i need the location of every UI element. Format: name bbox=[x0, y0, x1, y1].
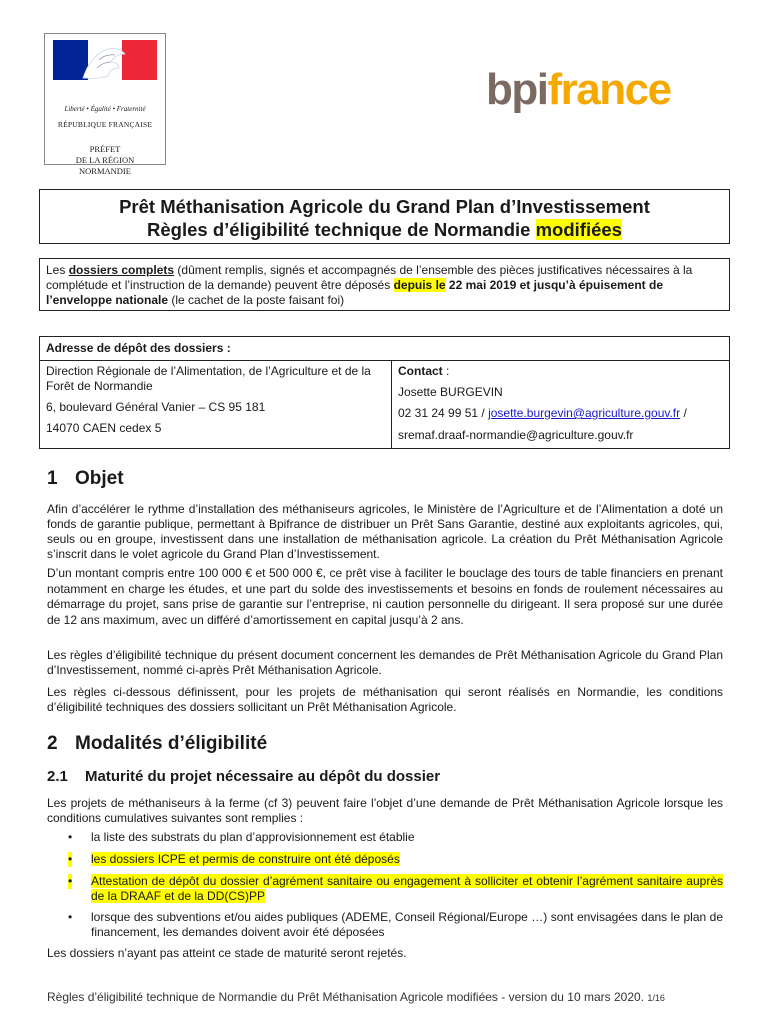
contact-cell: Contact : Josette BURGEVIN 02 31 24 99 51 / josette.burgevin@agriculture.gouv.fr / sremaf.draaf-normandie@agriculture.gouv.fr bbox=[392, 361, 729, 448]
bullet-icon: • bbox=[68, 830, 73, 844]
bullet-icon: • bbox=[68, 910, 73, 924]
org-name: Direction Régionale de l’Alimentation, de l’Agriculture et de la Forêt de Normandie bbox=[46, 364, 371, 393]
conditions-list: • la liste des substrats du plan d’approvisionnement est établie • les dossiers ICPE et permis de construire ont été déposés • Attestation de dépôt du dossier d’agrément sanitaire ou engagement à solliciter et obtenir l’agrément sanitaire auprès de la DRAAF et de la DD(CS)PP • lorsque des subventions et/ou aides publiques (ADEME, Conseil Régional/Europe …) sont envisagées dans le plan de financement, les demandes doivent avoir été déposées bbox=[68, 830, 723, 939]
marianne-flag-icon bbox=[53, 40, 157, 80]
section-1-p1: Afin d’accélérer le rythme d’installation des méthaniseurs agricoles, le Ministère de l’Agriculture et de l’Alimentation a doté un fonds de garantie publique, permettant à Bpifrance de distribuer un Prêt Sans Garantie, destiné aux exploitants agricoles, qui, seuls ou en groupe, investissent dans une installation de méthanisation agricole. La création du Prêt Méthanisation Agricole s’inscrit dans le volet agricole du Grand Plan d’Investissement. bbox=[47, 502, 723, 561]
address-cell bbox=[40, 361, 392, 448]
address-table bbox=[39, 336, 730, 449]
motto: Liberté • Égalité • Fraternité bbox=[64, 105, 146, 113]
section-1-p4: Les règles ci-dessous définissent, pour les projets de méthanisation qui seront réalisés en Normandie, les conditions d’éligibilité techniques des dossiers sollicitant un Prêt Méthanisation Agricole. bbox=[47, 685, 723, 714]
phone: 02 31 24 99 51 / bbox=[398, 406, 489, 420]
section-2-1-heading: 2.1 Maturité du projet nécessaire au dépôt du dossier bbox=[47, 768, 441, 785]
highlight-modifiees: modifiées bbox=[535, 219, 622, 240]
street: 6, boulevard Général Vanier – CS 95 181 bbox=[46, 400, 266, 414]
bullet-icon: • bbox=[68, 874, 73, 888]
section-1-heading: 1 Objet bbox=[47, 468, 124, 489]
email2: sremaf.draaf-normandie@agriculture.gouv.fr bbox=[398, 428, 634, 442]
section-2-1-outro: Les dossiers n’ayant pas atteint ce stade de maturité seront rejetés. bbox=[47, 946, 407, 960]
section-1-p3: Les règles d’éligibilité technique du présent document concernent les demandes de Prêt Méthanisation Agricole du Grand Plan d’Investissement, nommé ci-après Prêt Méthanisation Agricole. bbox=[47, 648, 723, 677]
section-2-heading: 2 Modalités d’éligibilité bbox=[47, 733, 268, 754]
address-header: Adresse de dépôt des dossiers : bbox=[40, 337, 729, 361]
section-1-p2: D’un montant compris entre 100 000 € et 500 000 €, ce prêt vise à faciliter le bouclage des tours de table financiers en prenant notamment en charge les études, et une part du solde des investissements et besoins en fonds de roulement nécessaires au démarrage du projet, sans prise de garantie sur l’entreprise, ni caution personnelle du dirigeant. Il sera proposé sur une durée de 12 ans maximum, avec un différé d’amortissement en capital jusqu’à 2 ans. bbox=[47, 566, 723, 627]
bpifrance-logo: bpifrance bbox=[486, 65, 671, 114]
contact-label: Contact bbox=[398, 364, 443, 378]
prefet-logo bbox=[44, 33, 166, 176]
page-footer: Règles d’éligibilité technique de Normandie du Prêt Méthanisation Agricole modifiées - version du 10 mars 2020. 1/16 bbox=[47, 990, 665, 1004]
city: 14070 CAEN cedex 5 bbox=[46, 421, 162, 435]
contact-name: Josette BURGEVIN bbox=[398, 385, 503, 399]
deposit-info-box: Les dossiers complets (dûment remplis, signés et accompagnés de l’ensemble des pièces justificatives nécessaires à la complétude et l’instruction de la demande) peuvent être déposés depuis le 22 mai 2019 et jusqu’à épuisement de l’enveloppe nationale (le cachet de la poste faisant foi) bbox=[39, 258, 730, 311]
section-2-1-intro: Les projets de méthaniseurs à la ferme (cf 3) peuvent faire l’objet d’une demande de Prêt Méthanisation Agricole lorsque les conditions cumulatives suivantes sont remplies : bbox=[47, 796, 723, 825]
email-link[interactable]: josette.burgevin@agriculture.gouv.fr bbox=[488, 406, 681, 420]
document-title: Prêt Méthanisation Agricole du Grand Plan d’Investissement Règles d’éligibilité technique de Normandie modifiées bbox=[39, 189, 730, 244]
prefet-label: PRÉFET DE LA RÉGION NORMANDIE bbox=[75, 144, 135, 176]
republic-label: RÉPUBLIQUE FRANÇAISE bbox=[57, 120, 153, 129]
bullet-icon: • bbox=[68, 852, 73, 866]
page-number: 1/16 bbox=[647, 993, 665, 1003]
